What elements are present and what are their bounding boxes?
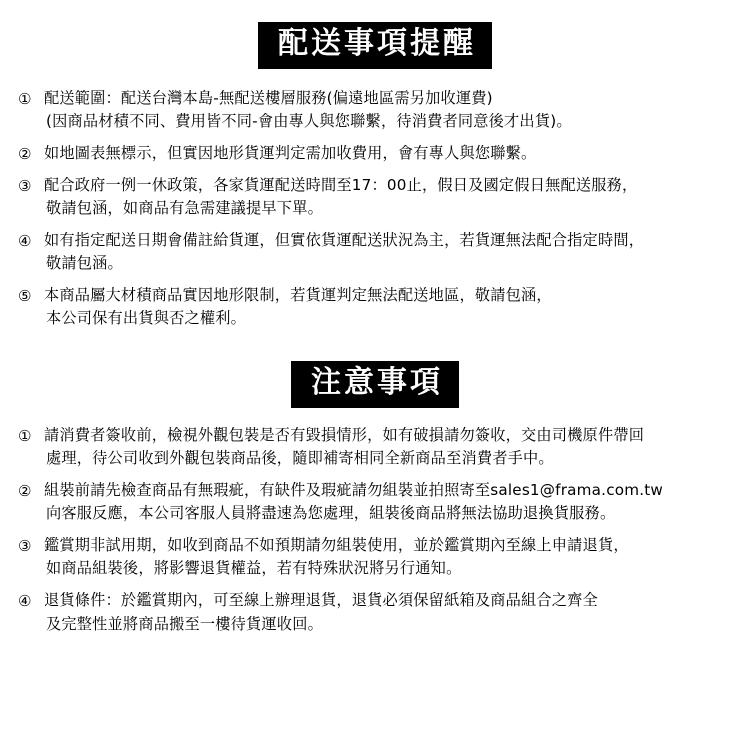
- list-marker: ④: [18, 592, 32, 611]
- list-marker: ①: [18, 426, 32, 445]
- section-heading-notice-label: 注意事項: [291, 361, 459, 408]
- list-item-line: 敬請包涵，如商品有急需建議提早下單。: [46, 198, 323, 217]
- list-marker: ③: [18, 537, 32, 556]
- list-item-line: 處理，待公司收到外觀包裝商品後，隨即補寄相同全新商品至消費者手中。: [46, 448, 554, 467]
- top-spacer: [0, 0, 750, 22]
- list-item: [18, 534, 736, 580]
- notice-list: [18, 424, 736, 636]
- list-item-line: 組裝前請先檢查商品有無瑕疵，有缺件及瑕疵請勿組裝並拍照寄至sales1@frama.com.tw: [44, 481, 664, 500]
- list-item-line: 配合政府一例一休政策，各家貨運配送時間至17：00止，假日及國定假日無配送服務，: [44, 175, 638, 194]
- section-heading-delivery: [0, 22, 750, 69]
- list-marker: ①: [18, 89, 32, 108]
- heading-spacer-1: [0, 69, 750, 87]
- list-item: [18, 479, 736, 525]
- notice-block: [0, 424, 750, 636]
- section-heading-notice: [0, 361, 750, 408]
- list-marker: ②: [18, 144, 32, 163]
- list-item-line: 鑑賞期非試用期，如收到商品不如預期請勿組裝使用，並於鑑賞期內至線上申請退貨，: [44, 536, 629, 555]
- list-marker: ②: [18, 482, 32, 501]
- heading-spacer-2: [0, 408, 750, 424]
- list-item-line: 向客服反應，本公司客服人員將盡速為您處理，組裝後商品將無法協助退換貨服務。: [46, 504, 616, 523]
- delivery-notes-block: [0, 87, 750, 331]
- list-item-line: 退貨條件：於鑑賞期內，可至線上辦理退貨，退貨必須保留紙箱及商品組合之齊全: [44, 591, 598, 610]
- list-marker: ④: [18, 231, 32, 250]
- section-spacer: [0, 339, 750, 361]
- list-item-line: 配送範圍：配送台灣本島-無配送樓層服務(偏遠地區需另加收運費): [44, 88, 493, 107]
- list-item: [18, 87, 736, 133]
- list-item-line: 如有指定配送日期會備註給貨運，但實依貨運配送狀況為主，若貨運無法配合指定時間，: [44, 230, 645, 249]
- section-heading-delivery-label: 配送事項提醒: [258, 22, 492, 69]
- list-item: [18, 284, 736, 330]
- list-item-line: (因商品材積不同、費用皆不同-會由專人與您聯繫，待消費者同意後才出貨)。: [46, 111, 572, 130]
- list-item: [18, 424, 736, 470]
- list-item: [18, 229, 736, 275]
- list-item-line: 如地圖表無標示，但實因地形貨運判定需加收費用，會有專人與您聯繫。: [44, 143, 537, 162]
- list-marker: ③: [18, 176, 32, 195]
- list-item: [18, 589, 736, 635]
- list-item-line: 本商品屬大材積商品實因地形限制，若貨運判定無法配送地區，敬請包涵，: [44, 286, 552, 305]
- list-item-line: 本公司保有出貨與否之權利。: [46, 309, 247, 328]
- list-item: [18, 174, 736, 220]
- list-item-line: 及完整性並將商品搬至一樓待貨運收回。: [46, 614, 323, 633]
- list-item-line: 請消費者簽收前，檢視外觀包裝是否有毀損情形，如有破損請勿簽收，交由司機原件帶回: [44, 425, 645, 444]
- list-item: [18, 142, 736, 165]
- list-item-line: 如商品組裝後，將影響退貨權益，若有特殊狀況將另行通知。: [46, 559, 462, 578]
- delivery-notes-list: [18, 87, 736, 331]
- list-item-line: 敬請包涵。: [46, 254, 123, 273]
- list-marker: ⑤: [18, 287, 32, 306]
